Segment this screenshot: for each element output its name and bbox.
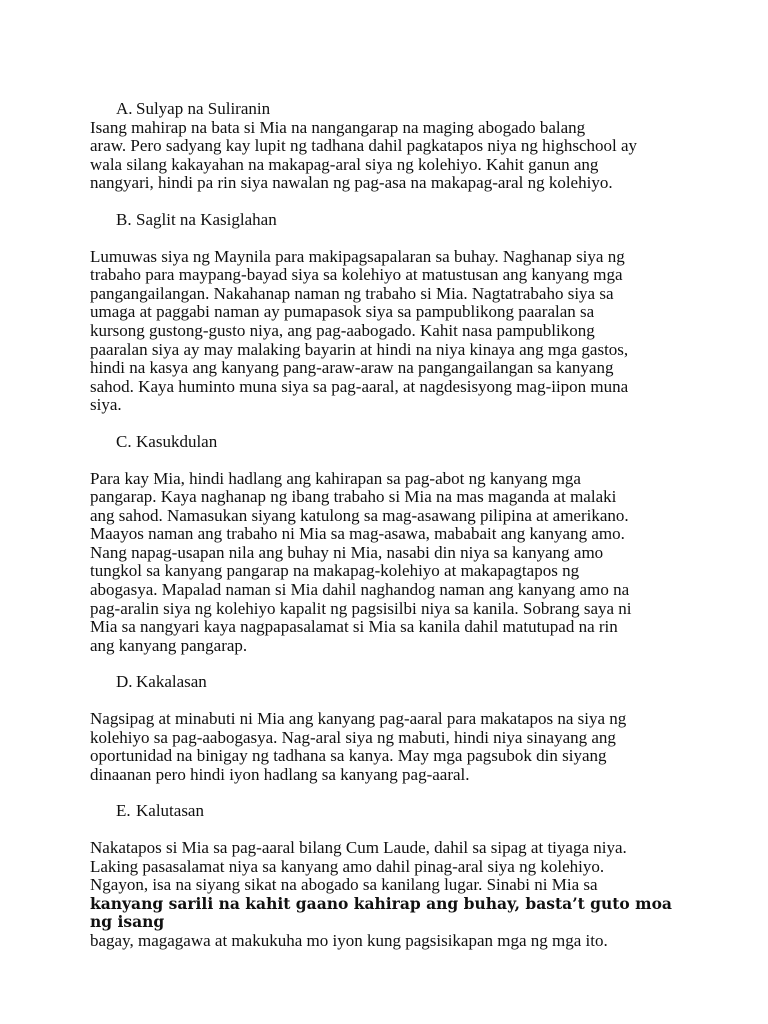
section-letter: D. (116, 672, 133, 692)
section-letter: B. (116, 209, 132, 229)
section-heading-c (116, 433, 690, 452)
section-letter: E. (116, 801, 131, 821)
section-title: Kakalasan (136, 672, 207, 692)
section-text-b: Lumuwas siya ng Maynila para makipagsapalaran sa buhay. Naghanap siya ng trabaho para maypang-bayad siya sa kolehiyo at matustusan ang kanyang mga pangangailangan. Nakahanap naman ng trabaho si Mia. Nagtatrabaho siya sa umaga at paggabi naman ay pumapasok siya sa pampublikong paaralan sa kursong gustong-gusto niya, ang pag-aabogado. Kahit nasa pampublikong paaralan siya ay may malaking bayarin at hindi na niya kinaya ang mga gastos, hindi na kasya ang kanyang pang-araw-araw na pangangailangan sa kanyang sahod. Kaya huminto muna siya sa pag-aaral, at nagdesisyong mag-iipon muna siya. (90, 246, 629, 415)
section-title: Kalutasan (136, 801, 204, 821)
section-title: Sulyap na Suliranin (136, 99, 271, 118)
section-text-e: Nakatapos si Mia sa pag-aaral bilang Cum Laude, dahil sa sipag at tiyaga niya. Laking pasasalamat niya sa kanyang amo dahil pinag-aral siya ng kolehiyo. Ngayon, isa na siyang sikat na abogado sa kanilang lugar. Sinabi ni Mia sa (90, 838, 627, 895)
section-text-d: Nagsipag at minabuti ni Mia ang kanyang pag-aaral para makatapos na siya ng kolehiyo sa pag-aabogasya. Nag-aral siya ng mabuti, hindi niya sinayang ang oportunidad na binigay ng tadhana sa kanya. May mga pagsubok din siyang dinaanan pero hindi iyon hadlang sa kanyang pag-aaral. (90, 709, 627, 784)
section-letter: C. (116, 431, 132, 451)
section-title: Saglit na Kasiglahan (136, 209, 277, 229)
document-page (90, 100, 690, 951)
section-text-c: Para kay Mia, hindi hadlang ang kahirapan sa pag-abot ng kanyang mga pangarap. Kaya naghanap ng ibang trabaho si Mia na mas maganda at malaki ang sahod. Namasukan siyang katulong sa mag-asawang pilipina at amerikano. Maayos naman ang trabaho ni Mia sa mag-asawa, mababait ang kanyang amo. Nang napag-usapan nila ang buhay ni Mia, nasabi din niya sa kanyang amo tungkol sa kanyang pangarap na makapag-kolehiyo at makapagtapos ng abogasya. Mapalad naman si Mia dahil naghandog naman ang kanyang amo na pag-aralin siya ng kolehiyo kapalit ng pagsisilbi niya sa kanila. Sobrang saya ni Mia sa nangyari kaya nagpapasalamat si Mia sa kanila dahil matutupad na rin ang kanyang pangarap. (90, 468, 632, 655)
section-letter: A. (116, 99, 133, 118)
section-text-e-bold-line: kanyang sarili na kahit gaano kahirap ang buhay, basta’t guto moa ng isang (90, 893, 672, 932)
section-heading-b (116, 211, 690, 230)
section-text-a: Isang mahirap na bata si Mia na nangangarap na maging abogado balang araw. Pero sadyang kay lupit ng tadhana dahil pagkatapos niya ng highschool ay wala silang kakayahan na makapag-aral siya ng kolehiyo. Kahit ganun ang nangyari, hindi pa rin siya nawalan ng pag-asa na makapag-aral ng kolehiyo. (90, 117, 638, 193)
section-title: Kasukdulan (136, 431, 218, 451)
section-heading-e (116, 802, 690, 821)
section-text-e-last-line: bagay, magagawa at makukuha mo iyon kung pagsisikapan mga ng mga ito. (90, 930, 608, 950)
section-heading-d (116, 673, 690, 692)
section-heading-a (116, 100, 690, 119)
